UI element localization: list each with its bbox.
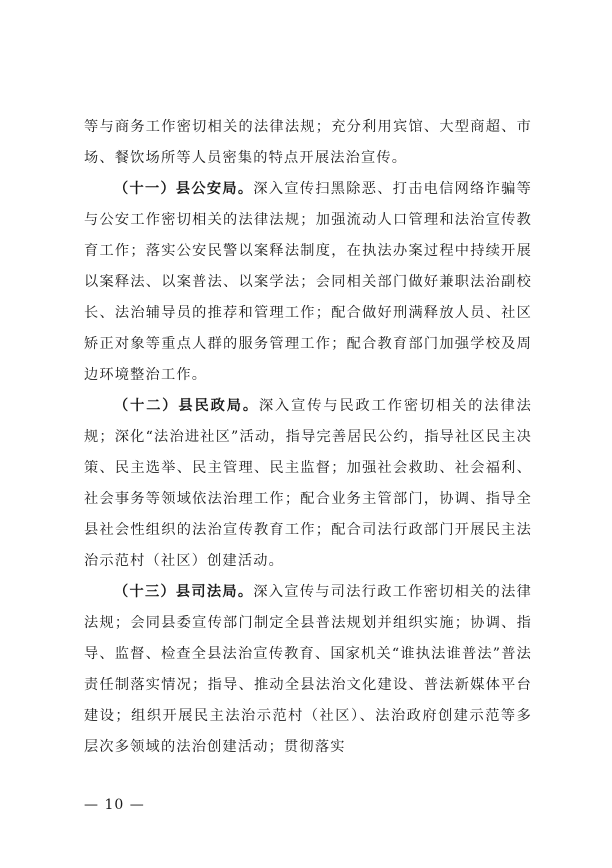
page-number: — 10 — (84, 797, 145, 813)
paragraph-civil-affairs-bureau (84, 391, 532, 577)
paragraph-text: 深入宣传与民政工作密切相关的法律法规；深化“法治进社区”活动，指导完善居民公约，指导社区民主决策、民主选举、民主管理、民主监督；加强社会救助、社会福利、社会事务等领域依法治理工作；配合业务主管部门，协调、指导全县社会性组织的法治宣传教育工作；配合司法行政部门开展民主法治示范村（社区）创建活动。 (84, 398, 532, 569)
paragraph-text: 等与商务工作密切相关的法律法规；充分利用宾馆、大型商超、市场、餐饮场所等人员密集的特点开展法治宣传。 (84, 119, 532, 166)
section-heading: （十三）县司法局。 (114, 584, 254, 600)
section-heading: （十二）县民政局。 (114, 398, 259, 414)
paragraph-justice-bureau (84, 577, 532, 763)
paragraph-public-security-bureau (84, 174, 532, 391)
paragraph-text: 深入宣传与司法行政工作密切相关的法律法规；会同县委宣传部门制定全县普法规划并组织实施；协调、指导、监督、检查全县法治宣传教育、国家机关“谁执法谁普法”普法责任制落实情况；指导、推动全县法治文化建设、普法新媒体平台建设；组织开展民主法治示范村（社区）、法治政府创建示范等多层次多领域的法治创建活动；贯彻落实 (84, 584, 532, 755)
paragraph-continuation (84, 112, 532, 174)
section-heading: （十一）县公安局。 (114, 181, 254, 197)
paragraph-text: 深入宣传扫黑除恶、打击电信网络诈骗等与公安工作密切相关的法律法规；加强流动人口管理和法治宣传教育工作；落实公安民警以案释法制度，在执法办案过程中持续开展以案释法、以案普法、以案学法；会同相关部门做好兼职法治副校长、法治辅导员的推荐和管理工作；配合做好刑满释放人员、社区矫正对象等重点人群的服务管理工作；配合教育部门加强学校及周边环境整治工作。 (84, 181, 532, 383)
body-text (84, 112, 532, 763)
